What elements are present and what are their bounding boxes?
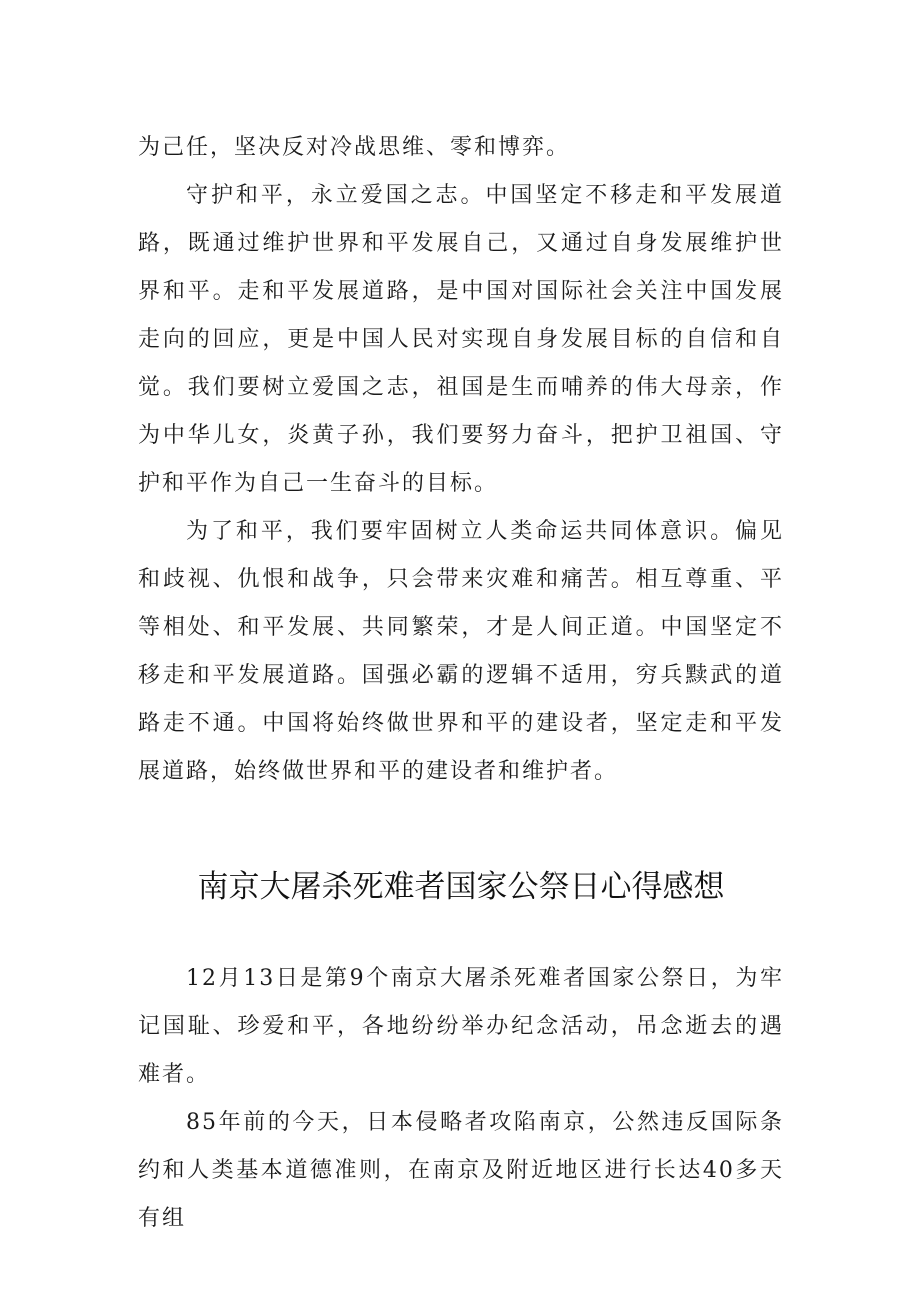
document-page (138, 124, 784, 1243)
paragraph-2: 守护和平，永立爱国之志。中国坚定不移走和平发展道路，既通过维护世界和平发展自己，又通过自身发展维护世界和平。走和平发展道路，是中国对国际社会关注中国发展走向的回应，更是中国人民对实现自身发展目标的自信和自觉。我们要树立爱国之志，祖国是生而哺养的伟大母亲，作为中华儿女，炎黄子孙，我们要努力奋斗，把护卫祖国、守护和平作为自己一生奋斗的目标。 (138, 183, 784, 496)
paragraph-1: 为己任，坚决反对冷战思维、零和博弈。 (138, 135, 571, 160)
paragraph-3: 为了和平，我们要牢固树立人类命运共同体意识。偏见和歧视、仇恨和战争，只会带来灾难和痛苦。相互尊重、平等相处、和平发展、共同繁荣，才是人间正道。中国坚定不移走和平发展道路。国强必霸的逻辑不适用，穷兵黩武的道路走不通。中国将始终做世界和平的建设者，坚定走和平发展道路，始终做世界和平的建设者和维护者。 (138, 519, 784, 784)
spacer (138, 911, 784, 955)
section-heading: 南京大屠杀死难者国家公祭日心得感想 (197, 869, 725, 905)
paragraph-5: 85年前的今天，日本侵略者攻陷南京，公然违反国际条约和人类基本道德准则，在南京及附近地区进行长达40多天有组 (138, 1110, 784, 1231)
spacer (138, 796, 784, 863)
paragraph-4: 12月13日是第9个南京大屠杀死难者国家公祭日，为牢记国耻、珍爱和平，各地纷纷举办纪念活动，吊念逝去的遇难者。 (138, 966, 784, 1087)
